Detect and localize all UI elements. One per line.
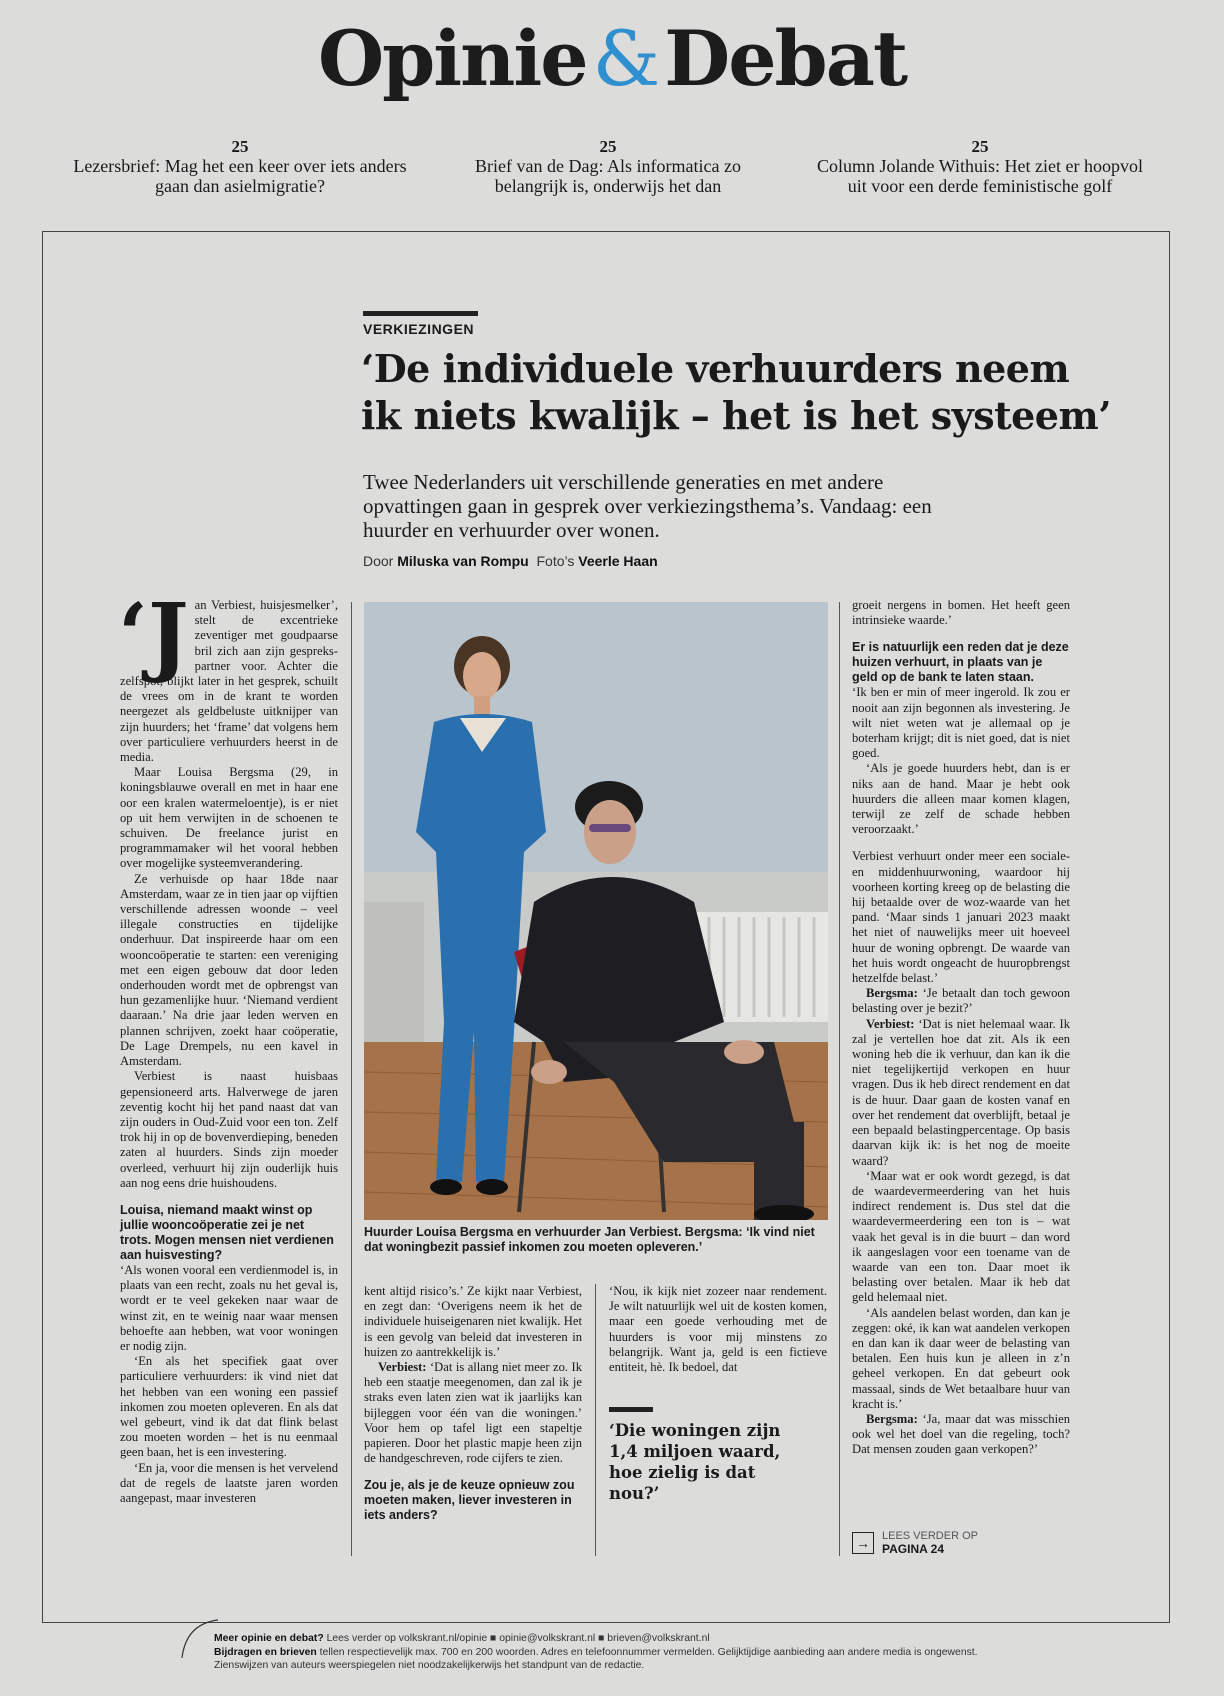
pullquote-bar [609, 1407, 653, 1412]
article-kicker: VERKIEZINGEN [363, 321, 475, 337]
column-divider [351, 602, 352, 1556]
speaker-label: Bergsma: [866, 1411, 918, 1426]
speaker-label: Bergsma: [866, 986, 918, 1001]
masthead-debat: Debat [664, 14, 907, 103]
interview-question: Louisa, niemand maakt winst op jullie wooncoöperatie zei je net trots. Mogen mensen niet verdienen aan huisvesting? [120, 1202, 334, 1262]
paragraph: ‘Als aandelen belast worden, dan kan je zeggen: oké, ik kan wat aandelen verkopen en dan kan ik daar weer de belasting van betalen. Een huis kun je alleen in z’n geheel verkopen. En dat gebeurt ook massaal, sinds de Wet betaalbare huur van kracht is.’ [852, 1305, 1070, 1411]
footer-more-label: Meer opinie en debat? [214, 1633, 324, 1644]
teaser-text: Lezersbrief: Mag het een keer over iets anders gaan dan asielmigratie? [73, 156, 407, 196]
dropcap: ‘J [118, 585, 189, 686]
article-column-4 [852, 598, 1070, 1458]
masthead-opinie: Opinie [317, 14, 587, 103]
teaser-brief-van-de-dag[interactable] [438, 138, 778, 196]
paragraph: Verbiest is naast huisbaas gepensioneerd arts. Halverwege de jaren zeventig kocht hij het pand naast dat van zijn ouders in Oud-Zuid voor een ton. Zelf trok hij in op de bovenverdieping, beneden zaten al huurders. Sinds zijn moeder overleed, verhuurt hij zijn ouderlijk huis aan nog eens drie huishoudens. [120, 1069, 338, 1190]
continue-reading-link[interactable] [852, 1530, 978, 1556]
pullquote: ‘Die woningen zijn 1,4 miljoen waard, hoe zielig is dat nou?’ [609, 1421, 781, 1503]
paragraph: ‘Je betaalt dan toch gewoon belasting over je bezit?’ [852, 986, 1070, 1016]
paragraph: ‘Ja, maar dat was misschien ook wel het doel van die regeling, toch? Dat mensen zouden gaan verkopen?’ [852, 1411, 1070, 1457]
paragraph: ‘En als het specifiek gaat over particuliere verhuurders: ik vind niet dat het hebben van een woning een passief inkomen zou moeten opleveren. En als dat wel gebeurt, vind ik dat dat flink belast zou moeten worden – het is nu eenmaal geen baan, het is een investering. [120, 1354, 338, 1460]
teaser-page-number: 25 [231, 137, 249, 156]
kicker-bar [363, 311, 478, 316]
article-headline: ‘De individuele verhuurders neem ik niets kwalijk – het is het systeem’ [361, 346, 1111, 438]
paragraph: kent altijd risico’s.’ Ze kijkt naar Verbiest, en zegt dan: ‘Overigens neem ik het de individuele huiseigenaren niet kwalijk. Het is een gevolg van beleid dat investeren in huizen zo aantrekkelijk is.’ [364, 1284, 582, 1359]
section-masthead [0, 14, 1224, 103]
footer-disclaimer: Zienswijzen van auteurs weerspiegelen niet noodzakelijkerwijs het standpunt van de redactie. [214, 1660, 645, 1671]
article-column-3 [609, 1284, 827, 1375]
article-column-1 [118, 585, 338, 1506]
paragraph: Maar Louisa Bergsma (29, in koningsblauwe overall en met in haar ene oor een kralen watermeloentje), is er niet op uit hem verwijten in de schoenen te schuiven. De freelance jurist en programmamaker wil het vooral hebben over mogelijke systeemverandering. [120, 765, 338, 871]
paragraph: ‘Dat is allang niet meer zo. Ik heb een staatje meegenomen, dan zal ik je straks even laten zien wat ik jaarlijks kan bijleggen voor één van die woningen.’ Voor hem op tafel ligt een stapeltje papieren. Door het plastic mapje heen zijn de handgeschreven, rode cijfers te zien. [364, 1360, 582, 1466]
page-footer [214, 1632, 1204, 1673]
teaser-lezersbrief[interactable] [70, 138, 410, 196]
article-intro: Twee Nederlanders uit verschillende generaties en met andere opvattingen gaan in gesprek over verkiezingsthema’s. Vandaag: een huurder en verhuurder over wonen. [363, 470, 932, 542]
article-column-2 [364, 1284, 582, 1523]
paragraph: ‘Nou, ik kijk niet zozeer naar rendement. Je wilt natuurlijk wel uit de kosten komen, maar een goede verhouding met de huurders is voor mij minstens zo belangrijk. Want ja, geld is een fictieve entiteit, hè. Ik bedoel, dat [609, 1284, 827, 1375]
continue-page: PAGINA 24 [882, 1542, 945, 1556]
footer-contrib-text: tellen respectievelijk max. 700 en 200 woorden. Adres en telefoonnummer vermelden. Gelijktijdige aanbieding aan andere media is ongewenst. [316, 1646, 978, 1658]
speaker-label: Verbiest: [378, 1360, 427, 1375]
portrait-illustration [364, 602, 828, 1220]
column-divider [595, 1284, 596, 1556]
teaser-page-number: 25 [599, 137, 617, 156]
article-photo [364, 602, 828, 1220]
paragraph: Verbiest verhuurt onder meer een sociale- en middenhuurwoning, waardoor hij voorheen korting kreeg op de belasting die hij betaalde over de woz-waarde van het pand. ‘Maar sinds 1 januari 2023 maakt het niet of nauwelijks meer uit hoeveel huur de woning opbrengt. De waarde van het huis wordt ongeacht de huuropbrengst hetzelfde belast.’ [852, 849, 1070, 986]
footer-contact: Lees verder op volkskrant.nl/opinie ■ opinie@volkskrant.nl ■ brieven@volkskrant.nl [323, 1633, 710, 1644]
paragraph: ‘Maar wat er ook wordt gezegd, is dat de waardevermeerdering van het huis indirect rendement is. Dus stel dat die waardevermeerdering een ton is – wat vaak het geval is in die buurt – dan word ik aangeslagen voor een toename van de waarde van een ton. Daar moet ik belasting over betalen. Maar ik heb dat geld helemaal niet. [852, 1168, 1070, 1305]
byline-author: Miluska van Rompu [397, 553, 529, 569]
article-byline [363, 553, 658, 569]
teaser-column-withuis[interactable] [810, 138, 1150, 196]
paragraph: ‘En ja, voor die mensen is het vervelend dat de regels de laatste jaren worden aangepast, maar investeren [120, 1460, 338, 1505]
teaser-text: Brief van de Dag: Als informatica zo belangrijk is, onderwijs het dan [475, 156, 741, 196]
paragraph: an Verbiest, huisjesmelker’, stelt de excentrieke zeventiger met goudpaarse bril zich aan zijn gesprekspartner voor. Achter die zelfspot, blijkt later in het gesprek, schuilt de vrees om in de krant te worden neergezet als geldbeluste uitknijper van zijn huurders; het ‘frame’ dat volgens hem over particuliere verhuurders heerst in de media. [120, 598, 338, 765]
arrow-right-icon: → [852, 1532, 874, 1554]
paragraph: ‘Als wonen vooral een verdienmodel is, in plaats van een recht, zoals nu het geval is, wordt er te veel gekeken naar waar de winst zit, en te weinig naar waar mensen behoefte aan hebben, wat voor woningen er nodig zijn. [120, 1262, 338, 1353]
byline-photographer: Veerle Haan [578, 553, 658, 569]
teaser-text: Column Jolande Withuis: Het ziet er hoopvol uit voor een derde feministische golf [817, 156, 1143, 196]
paragraph: Ze verhuisde op haar 18de naar Amsterdam, waar ze in tien jaar op vijftien verschillende adressen woonde – veel illegale constructies en tijdelijke onderhuur. Dat inspireerde haar om een wooncoöperatie te starten: een vereniging met een eigen gebouw dat door leden onderhouden wordt met de opbrengst van hun gezamenlijke huur. ‘Niemand verdient daaraan.’ Na drie jaar leden werven en plannen schrijven, zoekt haar coöperatie, De Lage Drempels, nu een kavel in Amsterdam. [120, 871, 338, 1069]
continue-label: LEES VERDER OP [882, 1530, 978, 1542]
footer-contrib-label: Bijdragen en brieven [214, 1646, 317, 1658]
paragraph: groeit nergens in bomen. Het heeft geen intrinsieke waarde.’ [852, 598, 1070, 628]
byline-by-label: Door [363, 553, 394, 569]
interview-question: Er is natuurlijk een reden dat je deze huizen verhuurt, in plaats van je geld op de bank te laten staan. [852, 640, 1069, 685]
photo-caption: Huurder Louisa Bergsma en verhuurder Jan Verbiest. Bergsma: ‘Ik vind niet dat woningbezit passief inkomen zou moeten opleveren.’ [364, 1225, 815, 1254]
byline-photo-label: Foto’s [536, 553, 575, 569]
column-divider [839, 602, 840, 1556]
interview-question: Zou je, als je de keuze opnieuw zou moeten maken, liever investeren in iets anders? [364, 1478, 575, 1523]
paragraph: ‘Ik ben er min of meer ingerold. Ik zou er nooit aan zijn begonnen als investering. Je wilt niet weten wat je allemaal op je boterham krijgt; dit is niet goed, dat is niet goed. [852, 685, 1070, 761]
teaser-page-number: 25 [971, 137, 989, 156]
speaker-label: Verbiest: [866, 1016, 915, 1031]
paragraph: ‘Als je goede huurders hebt, dan is er niks aan de hand. Maar je hebt ook huurders die alleen maar komen klagen, terwijl ze zelf de schade hebben veroorzaakt.’ [852, 761, 1070, 837]
masthead-ampersand: & [592, 14, 659, 103]
paragraph: ‘Dat is niet helemaal waar. Ik zal je vertellen hoe dat zit. Als ik een woning heb die ik verhuur, dan kan ik die niet tegelijkertijd verkopen en huur vragen. Dus ik heb direct rendement en dat is de huur. Daar gaan de kosten vanaf en over het rendement dat overblijft, betaal je een bepaald belastingpercentage. Op basis daarvan kijk ik: is het nog de moeite waard? [852, 1016, 1070, 1168]
